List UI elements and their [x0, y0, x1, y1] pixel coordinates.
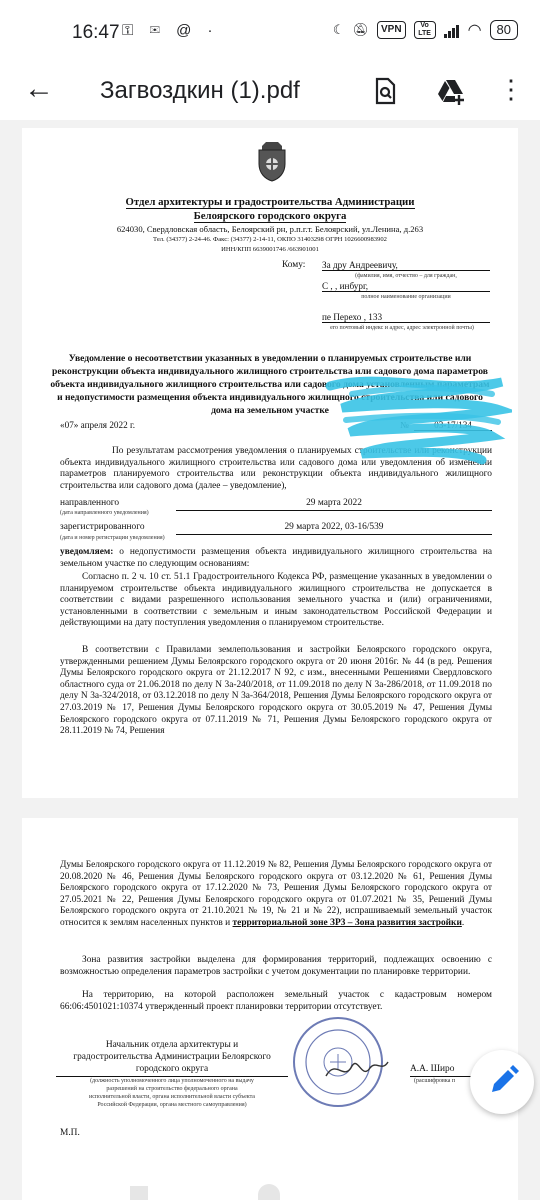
recipient-line3: пе Перехо , 133 — [322, 312, 490, 323]
org-address: 624030, Свердловская область, Белоярский рн, р.п.г.т. Белоярский, ул.Ленина, д.263 — [116, 224, 424, 234]
signer-caption2: разрешений на строительство федерального органа — [106, 1086, 238, 1092]
sent-date: 29 марта 2022 — [176, 498, 492, 511]
back-arrow-icon[interactable]: ← — [24, 72, 54, 105]
notify-paragraph — [60, 547, 492, 570]
search-in-document-icon[interactable] — [370, 76, 400, 106]
signer-caption4: Российской Федерации, органа местного самоуправления) — [97, 1102, 247, 1108]
notice-heading: Уведомление о несоответствии указанных в уведомлении о планируемых строительстве или реконструкции объекта индивидуального жилищного строительства или садового дома параметров объекта индивидуального жилищного строительства или садового дома установленным параметрам и недопустимости размещения объекта индивидуального жилищного строительства или садового дома на земельном участке — [50, 353, 490, 416]
recipient-caption1: (фамилия, имя, отчество – для граждан, — [355, 273, 457, 279]
notice-date: «07» апреля 2022 г. — [60, 420, 136, 430]
registered-caption: (дата и номер регистрации уведомления) — [60, 535, 165, 541]
recipient-line2: С , , инбург, — [322, 281, 490, 292]
registered-value: 29 марта 2022, 03-16/539 — [176, 522, 492, 535]
wifi-icon: ◠ — [467, 22, 482, 39]
paragraph-gradcode: Согласно п. 2 ч. 10 ст. 51.1 Градостроительного Кодекса РФ, размещение указанных в уведомлении о планируемом строительстве объекта индивидуального жилищного строительства не допускается в соответствии с видами разрешенного использования земельного участка и (или) ограничениями, установленными в соответствии с земельным и иным законодательством Российской Федерации и действующими на дату поступления уведомления о планируемом строительстве. — [60, 572, 492, 629]
paragraph-territory: На территорию, на которой расположен земельный участок с кадастровым номером 66:06:4501021:10374 утвержденный проект планировки территории отсутствует. — [60, 990, 492, 1012]
edit-fab-button[interactable] — [470, 1050, 534, 1114]
handwritten-signature — [322, 1054, 392, 1084]
org-inn: ИНН/КПП 6639001746 /663901001 — [221, 246, 319, 253]
notice-number-label: № — [400, 420, 409, 430]
sent-caption: (дата направленного уведомления) — [60, 510, 149, 516]
org-name-line2: Белоярского городского округа — [193, 210, 347, 222]
home-button[interactable] — [258, 1184, 280, 1200]
app-toolbar — [0, 64, 540, 120]
signal-icon — [444, 23, 460, 38]
registered-label: зарегистрированного — [60, 522, 145, 532]
notify-lead: уведомляем: — [60, 547, 114, 557]
notification-icons: ⚿ ✉ @ · — [122, 22, 219, 39]
paragraph-development-zone: Зона развития застройки выделена для формирования территорий, подлежащих освоению с возможностью определения параметров застройки с учетом документации по планировке территории. — [60, 955, 492, 977]
notify-text: о недопустимости размещения объекта индивидуального жилищного строительства на земельном участке по следующим основаниям: — [60, 547, 492, 569]
paragraph-zone — [60, 860, 492, 930]
volte-badge: Vo LTE — [414, 21, 436, 39]
more-options-icon[interactable]: ⋮ — [498, 74, 524, 104]
pdf-page-2 — [22, 818, 518, 1200]
notice-number: 03-17/134 — [414, 420, 492, 431]
signer-name-caption: (расшифровка п — [414, 1078, 456, 1084]
zone-text: Думы Белоярского городского округа от 11.12.2019 № 82, Решения Думы Белоярского городского округа от 20.08.2020 № 46, Решения Думы Белоярского городского округа от 03.12.2020 № 61, Решения Думы Белоярского городского округа от 17.12.2020 № 73, Решения Думы Белоярского городского округа от 27.05.2021 № 22, Решения Думы Белоярского городского округа от 01.07.2021 № 35, Решений Думы Белоярского городского округа от 21.10.2021 № 19, № 21 и № 22), испрашиваемый земельный участок относится к землям населенных пунктов и — [60, 860, 492, 928]
navigation-bar — [0, 1184, 540, 1200]
recipient-label: Кому: — [282, 260, 306, 270]
status-bar — [0, 0, 540, 64]
pencil-icon — [470, 1050, 534, 1114]
mute-icon: 🔕︎ — [352, 22, 369, 37]
coat-of-arms-emblem — [256, 140, 288, 182]
pdf-page-1 — [22, 128, 518, 798]
paragraph-review: По результатам рассмотрения уведомления о планируемых строительстве или реконструкции объекта индивидуального жилищного строительства или садового дома или уведомления об изменении параметров планируемого строительства или реконструкции объекта индивидуального жилищного строительства или садового дома (далее – уведомление), — [60, 446, 492, 491]
clock: 16:47 — [72, 22, 120, 43]
redaction-scribble — [322, 374, 512, 474]
signer-name: А.А. Широ — [410, 1064, 494, 1077]
signer-caption3: исполнительной власти, органа исполнительной власти субъекта — [89, 1094, 255, 1100]
signer-position-line2: градостроительства Администрации Белоярского — [73, 1052, 271, 1062]
signer-position-line1: Начальник отдела архитектуры и — [105, 1040, 239, 1050]
signer-caption1: (должность уполномоченного лица уполномоченного на выдачу — [90, 1078, 254, 1084]
signer-position-line3: городского округа — [56, 1064, 288, 1077]
paragraph-pzz: В соответствии с Правилами землепользования и застройки Белоярского городского округа, утвержденными решением Думы Белоярского городского округа от 20 июня 2016г. № 44 (в ред. Решения Думы Белоярского городского округа от 21.12.2017 N 92, с изм., внесенными Решениями Свердловского областного суда от 21.06.2018 по делу N 3а-240/2018, от 11.09.2018 по делу N 3а-286/2018, от 11.09.2018 по делу N 3а-324/2018, от 03.12.2018 по делу N 3а-364/2018, Решения Думы Белоярского городского округа от 27.03.2019 № 17, Решения Думы Белоярского городского округа от 30.05.2019 № 47, Решения Думы Белоярского городского округа от 07.11.2019 № 71, Решения Думы Белоярского городского округа от 28.11.2019 № 74, Решения — [60, 645, 492, 737]
recipient-caption2: полное наименование организации — [361, 294, 451, 300]
org-phones: Тел. (34377) 2-24-46. Факс: (34377) 2-14-11, ОКПО 31403298 ОГРН 1026600983902 — [153, 236, 387, 243]
dnd-moon-icon: ☾ — [332, 22, 345, 37]
file-title: Загвоздкин (1).pdf — [100, 77, 300, 104]
status-right — [333, 20, 518, 40]
add-to-drive-icon[interactable] — [436, 76, 466, 106]
recipient-caption3: его почтовый индекс и адрес, адрес электронной почты) — [330, 325, 474, 331]
recipient-line1: За дру Андреевичу, — [322, 260, 490, 271]
sent-label: направленного — [60, 498, 120, 508]
zone-period: . — [461, 917, 465, 928]
seal-mark: М.П. — [60, 1128, 80, 1138]
org-name-line1: Отдел архитектуры и градостроительства Администрации — [125, 196, 415, 208]
recents-button[interactable] — [130, 1186, 148, 1200]
vpn-badge: VPN — [377, 21, 406, 39]
zone-name: территориальной зоне ЗР3 – Зона развития застройки — [232, 917, 462, 928]
battery-indicator: 80 — [490, 20, 518, 40]
